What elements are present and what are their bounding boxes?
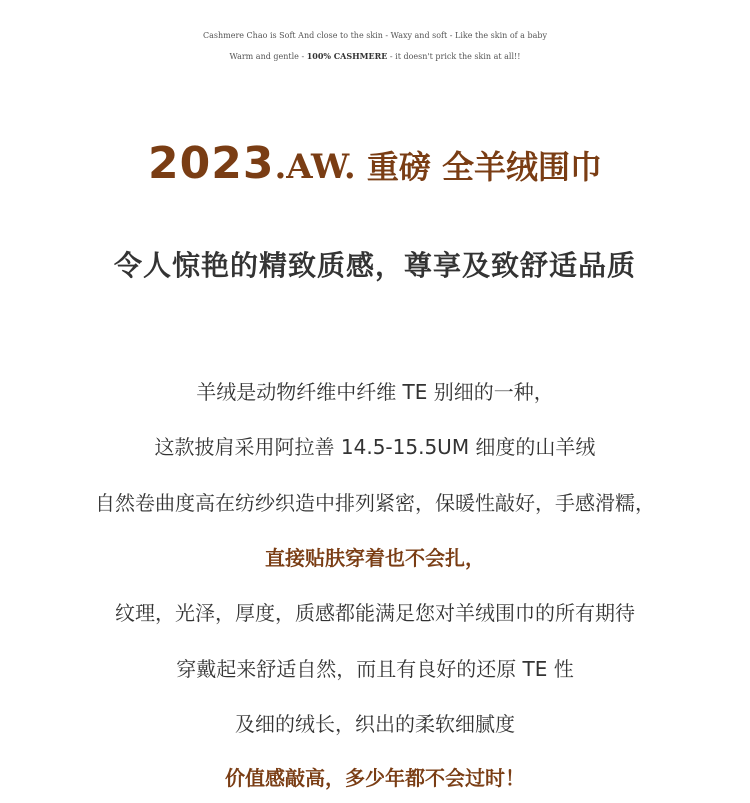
body-line-6: 穿戴起来舒适自然，而且有良好的还原 TE 性	[176, 657, 574, 681]
title-product: 重磅 全羊绒围巾	[355, 148, 602, 186]
tagline-line-1: Cashmere Chao is Soft And close to the skin - Waxy and soft - Like the skin of a baby	[202, 31, 548, 40]
body-line-2: 这款披肩采用阿拉善 14.5-15.5UM 细度的山羊绒	[154, 435, 596, 459]
body-line-highlight-2: 价值感敲高，多少年都不会过时！	[225, 766, 525, 790]
body-line-3: 自然卷曲度高在纺纱织造中排列紧密，保暖性敲好，手感滑糯，	[95, 491, 655, 515]
body-line-highlight-1: 直接贴肤穿着也不会扎，	[265, 546, 485, 570]
page-title	[0, 138, 750, 189]
body-line-1: 羊绒是动物纤维中纤维 TE 别细的一种，	[196, 380, 554, 404]
body-line-5: 纹理，光泽，厚度，质感都能满足您对羊绒围巾的所有期待	[115, 601, 635, 625]
tagline-bold: 100% CASHMERE	[306, 51, 388, 61]
tagline-suffix: - it doesn't prick the skin at all!!	[387, 52, 521, 61]
tagline-line-2	[0, 51, 750, 61]
title-season: .AW.	[274, 147, 356, 187]
body-line-7: 及细的绒长，织出的柔软细腻度	[235, 712, 515, 736]
title-year: 2023	[147, 138, 275, 189]
subtitle: 令人惊艳的精致质感，尊享及致舒适品质	[113, 249, 636, 282]
tagline-prefix: Warm and gentle -	[229, 52, 307, 61]
